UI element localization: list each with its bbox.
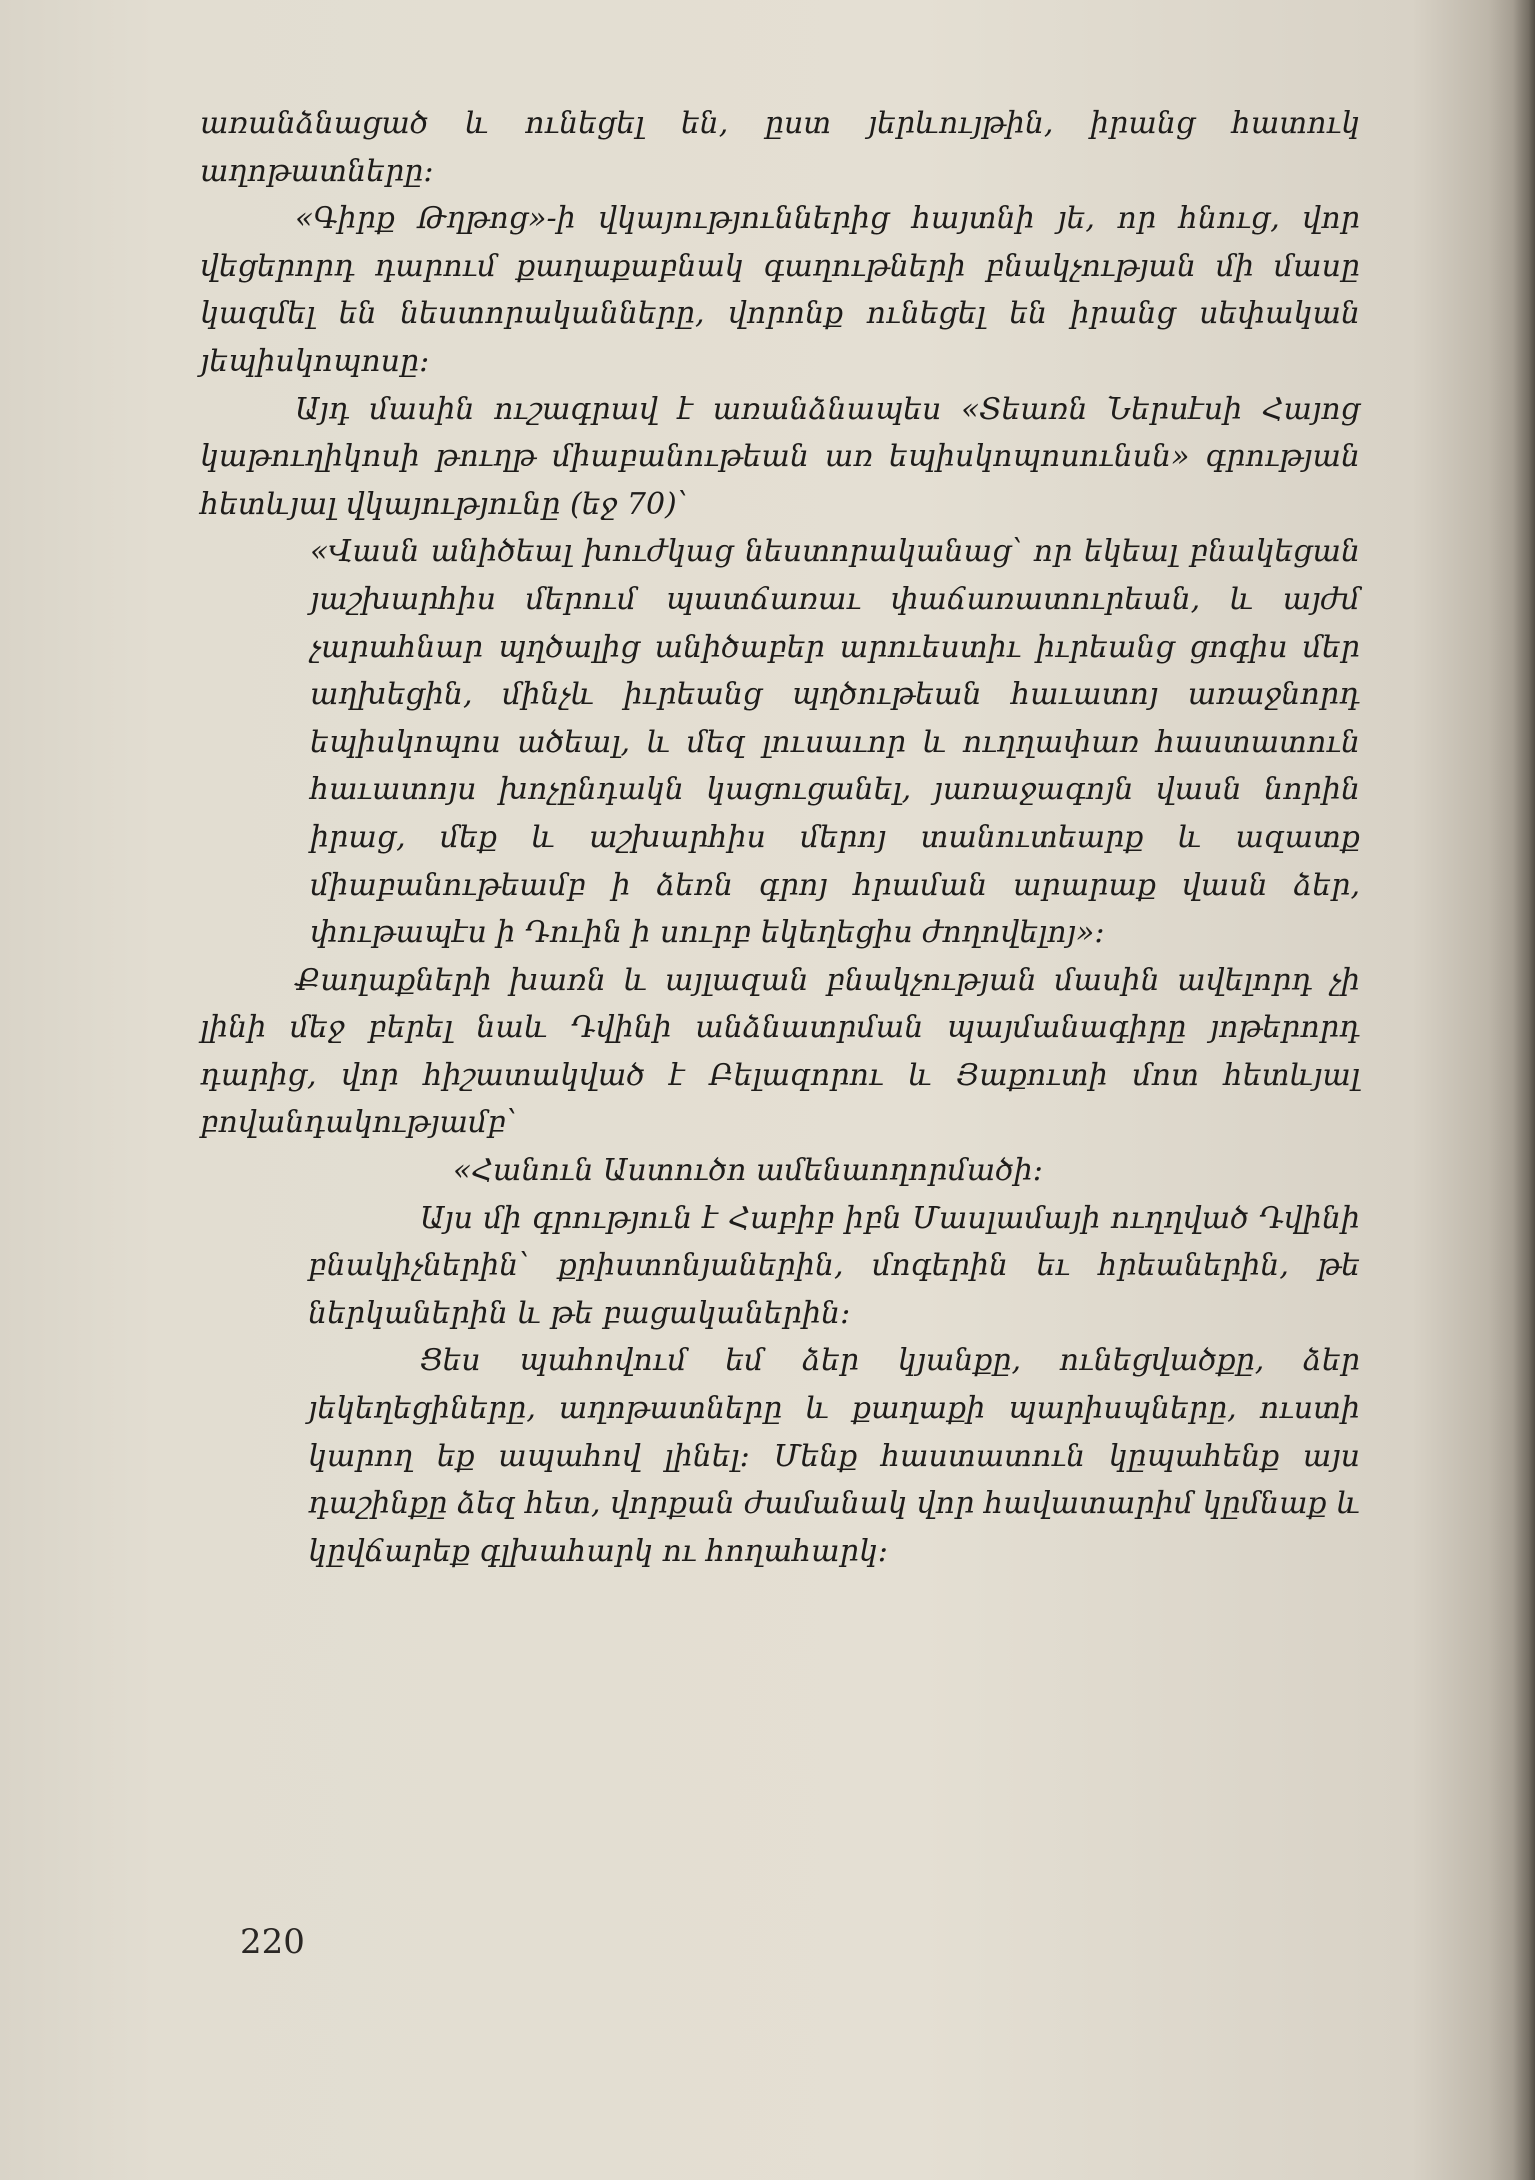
letter-salutation: «Հանուն Աստուծո ամենաողորմածի։ <box>453 1153 1043 1189</box>
paragraph: «Գիրք Թղթոց»-ի վկայություններից հայտնի յե, որ հնուց, վոր վեցերորդ դարում քաղաքաբնակ գաղութների բնակչության մի մասը կազմել են նեստորականները, վորոնք ունեցել են իրանց սեփական յեպիսկոպոսը։ <box>200 201 1360 379</box>
paragraph: Քաղաքների խառն և այլազան բնակչության մասին ավելորդ չի լինի մեջ բերել նաև Դվինի անձնատրման պայմանագիրը յոթերորդ դարից, վոր հիշատակված է Բելազորու և Յաքուտի մոտ հետևյալ բովանդակությամբ՝ <box>200 962 1360 1141</box>
letter-paragraph: Այս մի գրություն է Հաբիբ իբն Մասլամայի ուղղված Դվինի բնակիչներին՝ քրիստոնյաներին, մոգերին եւ հրեաներին, թե ներկաներին և թե բացականերին։ <box>308 1200 1360 1331</box>
letter-paragraph: Ցես պահովում եմ ձեր կյանքը, ունեցվածքը, ձեր յեկեղեցիները, աղոթատները և քաղաքի պարիսպները, ուստի կարող եք ապահով լինել։ Մենք հաստատուն կըպահենք այս դաշինքը ձեզ հետ, վորքան ժամանակ վոր հավատարիմ կըմնաք և կըվճարեք գլխահարկ ու հողահարկ։ <box>308 1343 1360 1569</box>
paragraph: Այդ մասին ուշագրավ է առանձնապես «Տեառն Ներսէսի Հայոց կաթուղիկոսի թուղթ միաբանութեան առ եպիսկոպոսունսն» գրության հետևյալ վկայությունը (եջ 70)՝ <box>200 391 1360 522</box>
binding-shadow <box>1513 0 1535 2180</box>
body-text <box>200 100 1360 1575</box>
block-quote: «Վասն անիծեալ խուժկաց նեստորականաց՝ որ եկեալ բնակեցան յաշխարհիս մերում պատճառաւ փաճառատուրեան, և այժմ չարահնար պղծալից անիծաբեր արուեստիւ իւրեանց ցոգիս մեր աղխեցին, մինչև իւրեանց պղծութեան հաւատոյ առաջնորդ եպիսկոպոս ածեալ, և մեզ լուսաւոր և ուղղափառ հաստատուն հաւատոյս խոչընդակն կացուցանել, յառաջագոյն վասն նորին իրաց, մեք և աշխարհիս մերոյ տանուտեարք և ազատք միաբանութեամբ ի ձեռն գրոյ հրաման արարաք վասն ձեր, փութապէս ի Դուին ի սուրբ եկեղեցիս ժողովելոյ»։ <box>310 534 1360 951</box>
paragraph-continuation: առանձնացած և ունեցել են, ըստ յերևույթին, իրանց հատուկ աղոթատները։ <box>200 106 1360 189</box>
page-number: 220 <box>240 1922 305 1962</box>
quoted-letter <box>200 1147 1360 1575</box>
